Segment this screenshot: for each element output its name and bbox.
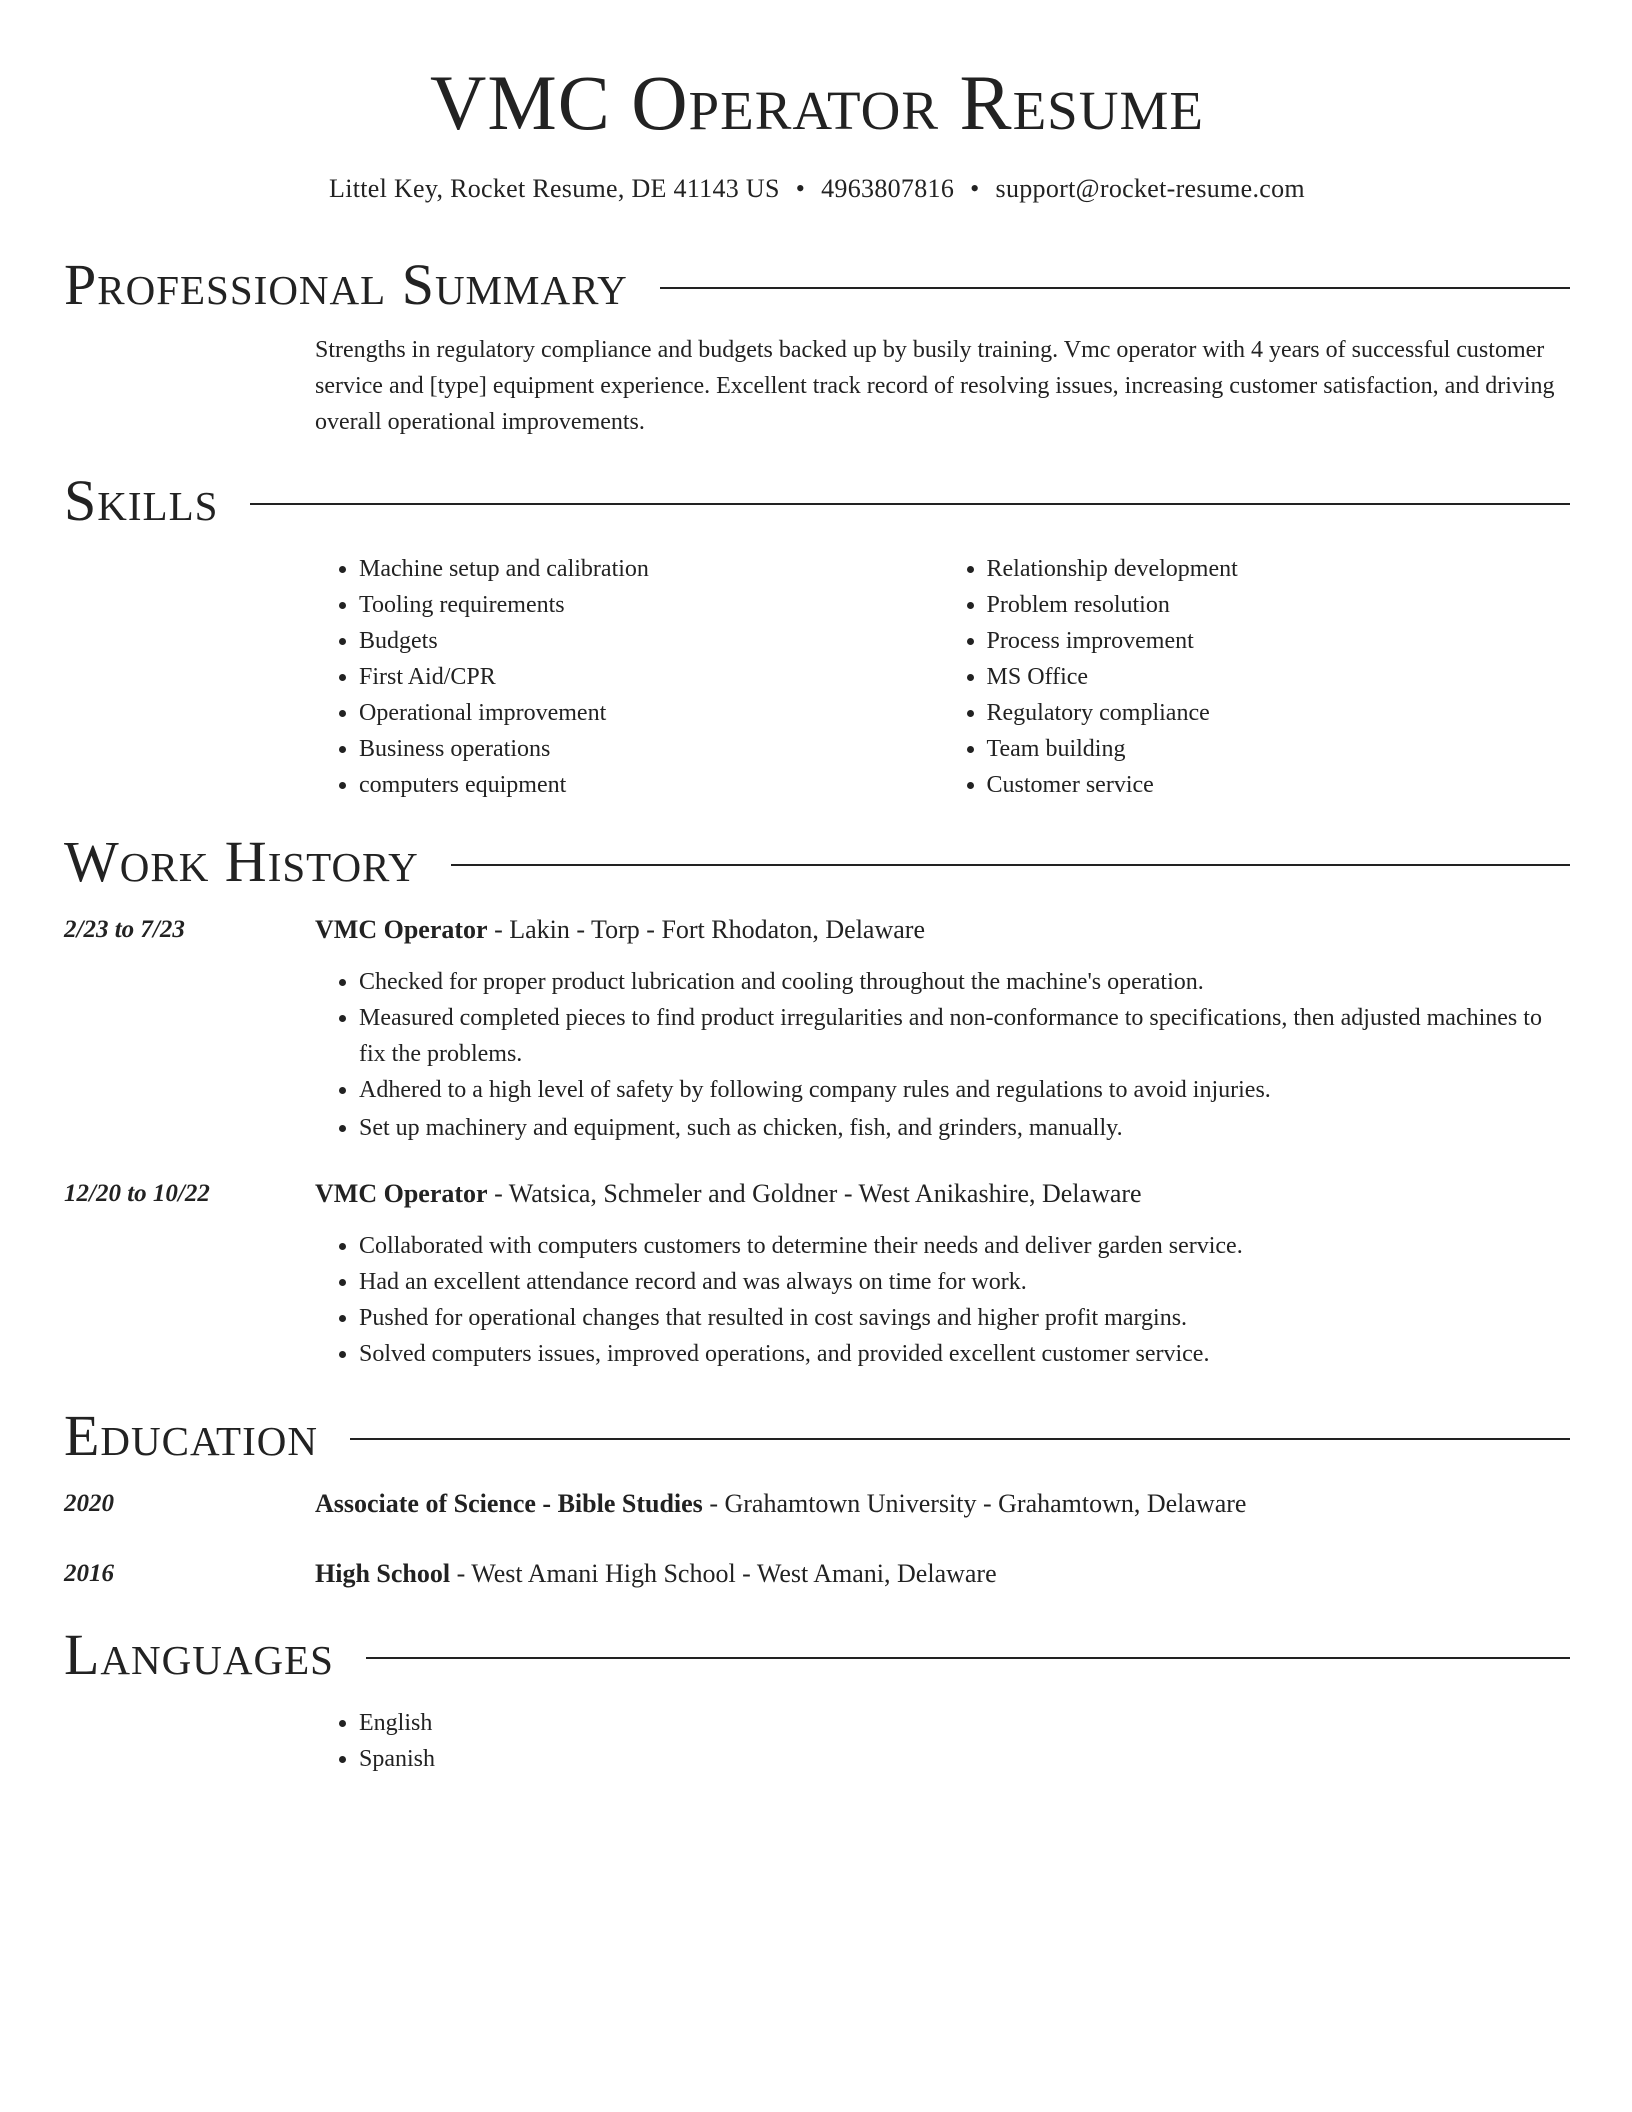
section-header	[64, 827, 1570, 897]
education-entry	[64, 1486, 1570, 1522]
education-degree: Associate of Science - Bible Studies	[315, 1489, 703, 1518]
job-title: VMC Operator	[315, 1179, 488, 1208]
skills-section	[64, 466, 1570, 803]
skill-item: • Team building	[987, 731, 1571, 767]
section-header	[64, 1401, 1570, 1471]
resume-title: VMC Operator Resume	[430, 59, 1204, 146]
section-header	[64, 1620, 1570, 1690]
skills-columns	[315, 551, 1570, 803]
job-details: - Watsica, Schmeler and Goldner - West Anikashire, Delaware	[487, 1179, 1142, 1208]
summary-text: Strengths in regulatory compliance and budgets backed up by busily training. Vmc operator with 4 years of successful customer service and [type] equipment experience. Excellent track record of resolving issues, increasing customer satisfaction, and driving overall operational improvements.	[315, 337, 1555, 435]
contact-address: Littel Key, Rocket Resume, DE 41143 US	[329, 174, 780, 203]
summary-heading: Professional Summary	[64, 252, 628, 317]
skill-item: • Operational improvement	[359, 695, 943, 731]
contact-separator: •	[795, 174, 806, 203]
job-date: 12/20 to 10/22	[64, 1180, 210, 1207]
job-bullet: • Adhered to a high level of safety by following company rules and regulations to avoid injuries.	[359, 1072, 1570, 1108]
language-item: • Spanish	[359, 1741, 1570, 1777]
skill-item: • Problem resolution	[987, 587, 1571, 623]
language-item: • English	[359, 1705, 1570, 1741]
job-bullet: • Had an excellent attendance record and was always on time for work.	[359, 1264, 1570, 1300]
skill-item: • Relationship development	[987, 551, 1571, 587]
education-degree: High School	[315, 1559, 451, 1588]
languages-body	[315, 1705, 1570, 1777]
summary-body	[315, 332, 1570, 440]
job-bullet: • Solved computers issues, improved operations, and provided excellent customer service.	[359, 1336, 1570, 1372]
job-bullet: • Set up machinery and equipment, such as chicken, fish, and grinders, manually.	[359, 1110, 1570, 1146]
job-bullets	[315, 964, 1570, 1146]
job-header	[315, 912, 1570, 948]
skill-item: • First Aid/CPR	[359, 659, 943, 695]
education-header	[315, 1556, 1570, 1592]
skill-item: • Tooling requirements	[359, 587, 943, 623]
job-bullet: • Collaborated with computers customers to determine their needs and deliver garden service.	[359, 1228, 1570, 1264]
education-header	[315, 1486, 1570, 1522]
education-details: - West Amani High School - West Amani, Delaware	[450, 1559, 997, 1588]
skill-item: • Regulatory compliance	[987, 695, 1571, 731]
education-details: - Grahamtown University - Grahamtown, Delaware	[702, 1489, 1247, 1518]
education-date: 2016	[64, 1560, 114, 1587]
skill-item: • MS Office	[987, 659, 1571, 695]
education-heading: Education	[64, 1403, 318, 1468]
job-header	[315, 1176, 1570, 1212]
job-entry	[64, 1176, 1570, 1372]
job-details: - Lakin - Torp - Fort Rhodaton, Delaware	[487, 915, 925, 944]
section-divider	[250, 503, 1570, 505]
section-header	[64, 250, 1570, 320]
job-bullet: • Pushed for operational changes that resulted in cost savings and higher profit margins.	[359, 1300, 1570, 1336]
languages-list	[315, 1705, 1570, 1777]
skill-item: • Customer service	[987, 767, 1571, 803]
languages-section	[64, 1620, 1570, 1777]
job-date: 2/23 to 7/23	[64, 916, 185, 943]
work-history-heading: Work History	[64, 829, 419, 894]
education-section	[64, 1401, 1570, 1592]
skill-item: • Machine setup and calibration	[359, 551, 943, 587]
job-bullets	[315, 1228, 1570, 1372]
contact-phone: 4963807816	[821, 174, 955, 203]
skill-item: • Process improvement	[987, 623, 1571, 659]
skills-list-right	[943, 551, 1571, 803]
work-history-section	[64, 827, 1570, 1372]
section-divider	[451, 864, 1570, 866]
skill-item: • Business operations	[359, 731, 943, 767]
section-divider	[366, 1657, 1570, 1659]
resume-page	[64, 0, 1570, 2112]
contact-separator: •	[970, 174, 980, 203]
job-bullet: • Checked for proper product lubrication and cooling throughout the machine's operation.	[359, 964, 1570, 1000]
skill-item: • Budgets	[359, 623, 943, 659]
job-title: VMC Operator	[315, 915, 488, 944]
section-divider	[660, 287, 1570, 289]
skill-item: • computers equipment	[359, 767, 943, 803]
skills-heading: Skills	[64, 468, 219, 533]
section-header	[64, 466, 1570, 536]
skills-list-left	[315, 551, 943, 803]
education-date: 2020	[64, 1490, 114, 1517]
summary-section	[64, 250, 1570, 440]
job-bullet: • Measured completed pieces to find product irregularities and non-conformance to specifications, then adjusted machines to fix the problems.	[359, 1000, 1570, 1072]
contact-line	[64, 172, 1570, 206]
education-entry	[64, 1556, 1570, 1592]
contact-email: support@rocket-resume.com	[995, 174, 1305, 203]
section-divider	[350, 1438, 1570, 1440]
languages-heading: Languages	[64, 1622, 334, 1687]
job-entry	[64, 912, 1570, 1146]
